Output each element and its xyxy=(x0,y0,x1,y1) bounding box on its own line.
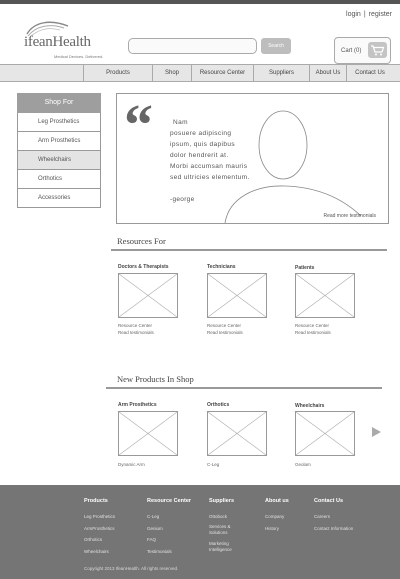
read-testimonials-link[interactable]: Read testimonials xyxy=(295,330,331,335)
footer-link[interactable]: Ottobock xyxy=(209,514,228,519)
nav-item-resource-center[interactable]: Resource Center xyxy=(199,70,246,76)
footer-link[interactable]: Marketing Intelligence xyxy=(209,540,232,552)
login-link[interactable]: login xyxy=(346,11,361,18)
footer-link[interactable]: ArmProsthetics xyxy=(84,525,115,531)
top-bar xyxy=(0,0,400,4)
shop-for-heading: Shop For xyxy=(17,93,101,113)
nav-item-products[interactable]: Products xyxy=(106,70,130,76)
quote-line: sed ultricies elementum. xyxy=(170,174,250,181)
resource-card-title: Doctors & Therapists xyxy=(118,264,169,270)
testimonial-panel xyxy=(116,93,389,224)
link-separator: | xyxy=(363,11,366,18)
logo-wordmark: ifeanHealth xyxy=(24,34,91,50)
footer-heading: Resource Center xyxy=(147,498,192,504)
product-card-image[interactable] xyxy=(295,411,355,456)
footer-heading: Contact Us xyxy=(314,498,344,504)
search-input[interactable] xyxy=(128,38,257,54)
footer-link[interactable]: Testimonials xyxy=(147,548,172,554)
footer-column-products xyxy=(84,498,115,557)
quote-line: posuere adipiscing xyxy=(170,130,232,137)
product-card-image[interactable] xyxy=(118,411,178,456)
resource-card-links xyxy=(295,322,331,336)
product-card-title: Arm Prosthetics xyxy=(118,402,157,408)
footer-link[interactable]: History xyxy=(265,525,280,531)
new-products-title: New Products In Shop xyxy=(117,374,194,384)
quote-line: Nam xyxy=(173,119,188,126)
resource-card-links xyxy=(118,322,154,336)
footer-link[interactable]: C-Leg xyxy=(147,514,160,519)
quote-line: Morbi accumsan mauris xyxy=(170,163,248,170)
sidebar-item-wheelchairs[interactable]: Wheelchairs xyxy=(17,151,101,170)
nav-item-shop[interactable]: Shop xyxy=(164,70,179,76)
nav-item-contact-us[interactable]: Contact Us xyxy=(355,70,385,76)
resource-center-link[interactable]: Resource Center xyxy=(118,323,153,328)
sidebar-item-arm-prosthetics[interactable]: Arm Prosthetics xyxy=(17,132,101,151)
resource-card-title: Technicians xyxy=(207,264,236,270)
carousel-next-arrow-icon[interactable] xyxy=(372,427,381,437)
footer-link[interactable]: Careers xyxy=(314,514,331,519)
logo-tagline: Medical Devices. Delivered. xyxy=(54,54,104,59)
section-divider xyxy=(106,387,382,389)
quote-mark-icon: “ xyxy=(124,93,153,157)
footer-link[interactable]: Contact Information xyxy=(314,525,354,531)
resource-card-title: Patients xyxy=(295,265,315,271)
section-divider xyxy=(111,249,387,251)
product-card-title: Wheelchairs xyxy=(295,403,325,409)
main-nav xyxy=(0,64,400,82)
resource-card-links xyxy=(207,322,243,336)
nav-item-suppliers[interactable]: Suppliers xyxy=(268,70,294,76)
resource-card-image[interactable] xyxy=(118,273,178,318)
footer-link[interactable]: Services & Solutions xyxy=(209,523,231,535)
resources-title: Resources For xyxy=(117,236,166,246)
search-button[interactable]: Search xyxy=(261,38,291,54)
product-card-caption[interactable]: C-Leg xyxy=(207,462,220,467)
sidebar-item-orthotics[interactable]: Orthotics xyxy=(17,170,101,189)
cart-label: Cart (0) xyxy=(341,48,362,54)
nav-item-about-us[interactable]: About Us xyxy=(315,70,341,76)
quote-line: dolor hendrerit at. xyxy=(170,152,229,159)
footer-column-suppliers xyxy=(209,498,249,558)
cart-widget[interactable] xyxy=(334,37,391,64)
account-links xyxy=(346,11,392,18)
testimonial-author: -george xyxy=(170,196,195,203)
footer-link[interactable]: Company xyxy=(265,514,285,519)
footer-link[interactable]: Orthotics xyxy=(84,537,103,542)
footer-heading: About us xyxy=(265,498,289,504)
quote-line: ipsum, quis dapibus xyxy=(170,141,236,148)
footer-heading: Suppliers xyxy=(209,498,235,504)
product-card-image[interactable] xyxy=(207,411,267,456)
product-card-caption[interactable]: Dynamic Arm xyxy=(118,462,145,467)
resource-center-link[interactable]: Resource Center xyxy=(295,323,330,328)
resource-center-link[interactable]: Resource Center xyxy=(207,323,242,328)
product-card-caption[interactable]: Geolam xyxy=(295,462,311,467)
read-testimonials-link[interactable]: Read testimonials xyxy=(207,330,243,335)
footer-link[interactable]: Wheelchairs xyxy=(84,548,109,554)
resource-card-image[interactable] xyxy=(207,273,267,318)
read-more-testimonials-link[interactable]: Read more testimonials xyxy=(323,213,376,219)
copyright-text: Copyright 2013 IfeanHealth. All rights reserved. xyxy=(84,566,179,571)
footer-link[interactable]: Genium xyxy=(147,525,163,531)
footer-link[interactable]: Leg Prosthetics xyxy=(84,514,116,519)
footer-column-about-us xyxy=(265,498,289,534)
footer xyxy=(0,485,400,579)
product-card-title: Orthotics xyxy=(207,402,230,408)
resource-card-image[interactable] xyxy=(295,273,355,318)
testimonial-quote xyxy=(170,117,262,183)
sidebar-item-leg-prosthetics[interactable]: Leg Prosthetics xyxy=(17,113,101,132)
cart-icon xyxy=(368,42,387,58)
register-link[interactable]: register xyxy=(368,11,392,18)
footer-link[interactable]: FAQ xyxy=(147,537,157,542)
footer-column-contact-us xyxy=(314,498,353,534)
footer-heading: Products xyxy=(84,498,108,504)
read-testimonials-link[interactable]: Read testimonials xyxy=(118,330,154,335)
shop-for-list xyxy=(17,113,101,208)
footer-column-resource-center xyxy=(147,498,191,557)
sidebar-item-accessories[interactable]: Accessories xyxy=(17,189,101,208)
logo[interactable] xyxy=(24,20,104,60)
